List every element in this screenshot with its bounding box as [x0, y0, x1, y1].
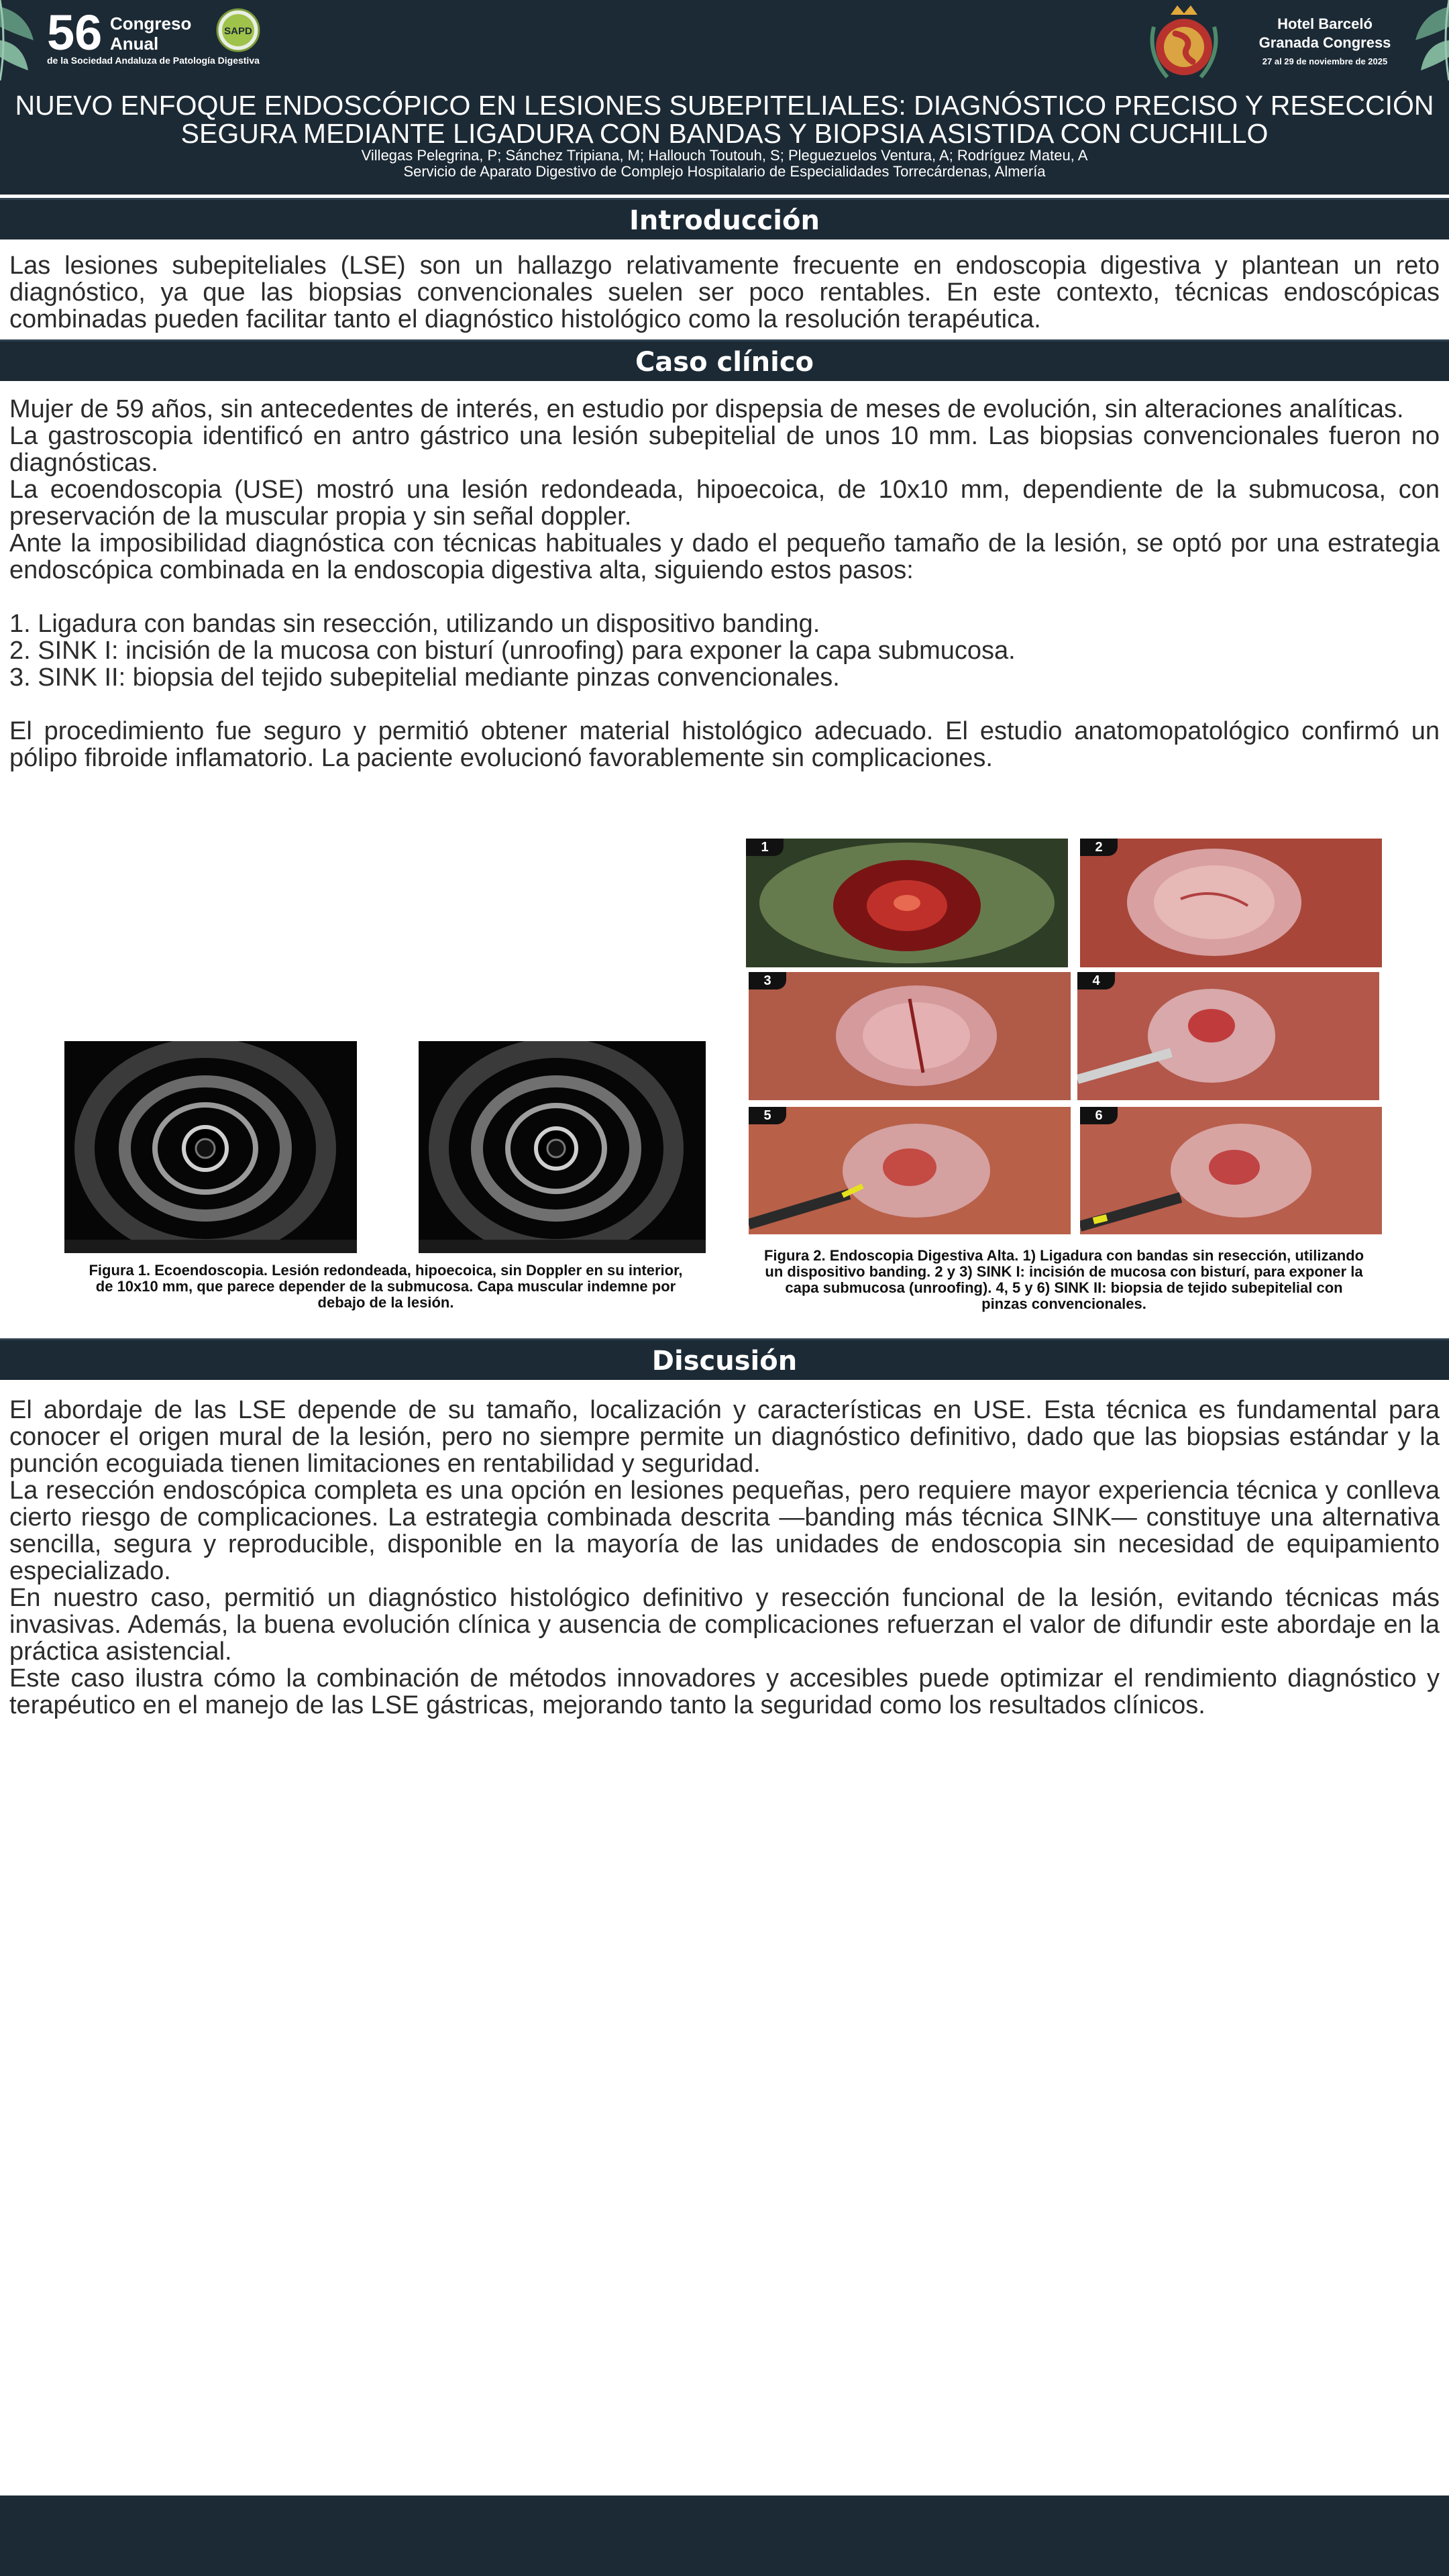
venue-hotel: Hotel Barceló — [1277, 15, 1373, 32]
panel-number-5: 5 — [749, 1107, 786, 1124]
congress-word-annual: Anual — [110, 34, 159, 54]
poster-title-line-1: NUEVO ENFOQUE ENDOSCÓPICO EN LESIONES SUBEPITELIALES: DIAGNÓSTICO PRECISO Y RESECCIÓN — [15, 90, 1434, 121]
discusion-text — [9, 1397, 1440, 1719]
caso-paragraph-1: Mujer de 59 años, sin antecedentes de interés, en estudio por dispepsia de meses de evolución, sin alteraciones analíticas. — [9, 395, 1404, 423]
pomegranate-emblem-icon — [1140, 0, 1228, 84]
eus-image-1 — [64, 1041, 357, 1253]
endoscopy-panel-5 — [749, 1107, 1071, 1234]
congress-subtitle: de la Sociedad Andaluza de Patología Digestiva — [47, 55, 260, 66]
discusion-paragraph-3: En nuestro caso, permitió un diagnóstico histológico definitivo y resección funcional de la lesión, evitando técnicas más invasivas. Además, la buena evolución clínica y ausencia de complicaciones refuerzan el valor de difundir este abordaje en la práctica asistencial. — [9, 1584, 1440, 1666]
endoscopy-panel-3 — [749, 972, 1071, 1100]
leaf-decoration-left-icon — [0, 0, 47, 80]
poster-title-line-2: SEGURA MEDIANTE LIGADURA CON BANDAS Y BIOPSIA ASISTIDA CON CUCHILLO — [180, 118, 1269, 149]
figure-1-caption: Figura 1. Ecoendoscopia. Lesión redondeada, hipoecoica, sin Doppler en su interior, de 10x10 mm, que parece depender de la submucosa. Capa muscular indemne por debajo de la lesión. — [89, 1262, 683, 1311]
figure-2-caption: Figura 2. Endoscopia Digestiva Alta. 1) Ligadura con bandas sin resección, utilizando un dispositivo banding. 2 y 3) SINK I: incisión de mucosa con bisturí, para exponer la capa submucosa (unroofing). 4, 5 y 6) SINK II: biopsia de tejido subepitelial con pinzas convencionales. — [763, 1247, 1364, 1312]
caso-step-3: 3. SINK II: biopsia del tejido subepitelial mediante pinzas convencionales. — [9, 663, 840, 692]
eus-image-2 — [419, 1041, 706, 1253]
caso-paragraph-5: El procedimiento fue seguro y permitió obtener material histológico adecuado. El estudio anatomopatológico confirmó un pólipo fibroide inflamatorio. La paciente evolucionó favorablemente sin complicaciones. — [9, 717, 1440, 772]
introduccion-text — [9, 252, 1440, 333]
endoscopy-panel-4 — [1077, 972, 1379, 1100]
caso-step-1: 1. Ligadura con bandas sin resección, utilizando un dispositivo banding. — [9, 610, 820, 638]
caso-paragraph-4: Ante la imposibilidad diagnóstica con técnicas habituales y dado el pequeño tamaño de la lesión, se optó por una estrategia endoscópica combinada en la endoscopia digestiva alta, siguiendo estos pasos: — [9, 529, 1440, 584]
panel-number-2: 2 — [1080, 839, 1118, 856]
section-heading-introduccion: Introducción — [0, 198, 1449, 239]
congress-number: 56 — [47, 5, 103, 60]
endoscopy-panel-6 — [1080, 1107, 1382, 1234]
section-heading-discusion: Discusión — [0, 1338, 1449, 1380]
poster-footer — [0, 2496, 1449, 2576]
panel-number-3: 3 — [749, 972, 786, 989]
discusion-paragraph-1: El abordaje de las LSE depende de su tamaño, localización y características en USE. Esta técnica es fundamental para conocer el origen mural de la lesión, pero no siempre permite un diagnóstico definitivo, dado que las biopsias estándar y la punción ecoguiada tienen limitaciones en rentabilidad y seguridad. — [9, 1396, 1440, 1478]
venue-dates: 27 al 29 de noviembre de 2025 — [1262, 56, 1388, 66]
congress-word: Congreso — [110, 13, 192, 34]
caso-clinico-text — [9, 396, 1440, 771]
sapd-logo-icon — [216, 8, 260, 52]
poster-title — [0, 91, 1449, 148]
caso-paragraph-3: La ecoendoscopia (USE) mostró una lesión redondeada, hipoecoica, de 10x10 mm, dependiente de la submucosa, con preservación de la muscular propia y sin señal doppler. — [9, 476, 1440, 531]
venue-info — [1248, 15, 1402, 66]
discusion-paragraph-2: La resección endoscópica completa es una opción en lesiones pequeñas, pero requiere mayor experiencia técnica y conlleva cierto riesgo de complicaciones. La estrategia combinada descrita —banding más técnica SINK— constituye una alternativa sencilla, segura y reproducible, disponible en la mayoría de las unidades de endoscopia sin necesidad de equipamiento especializado. — [9, 1477, 1440, 1585]
panel-number-6: 6 — [1080, 1107, 1118, 1124]
discusion-paragraph-4: Este caso ilustra cómo la combinación de métodos innovadores y accesibles puede optimizar el rendimiento diagnóstico y terapéutico en el manejo de las LSE gástricas, mejorando tanto la seguridad como los resultados clínicos. — [9, 1664, 1440, 1719]
caso-paragraph-2: La gastroscopia identificó en antro gástrico una lesión subepitelial de unos 10 mm. Las biopsias convencionales fueron no diagnósticas. — [9, 422, 1440, 477]
venue-place: Granada Congress — [1258, 34, 1391, 51]
panel-number-1: 1 — [746, 839, 784, 856]
endoscopy-panel-1 — [746, 839, 1068, 967]
leaf-decoration-right-icon — [1402, 0, 1449, 80]
caso-step-2: 2. SINK I: incisión de la mucosa con bisturí (unroofing) para exponer la capa submucosa. — [9, 637, 1016, 665]
poster-header — [0, 0, 1449, 195]
section-heading-caso-clinico: Caso clínico — [0, 339, 1449, 381]
sapd-logo-text: SAPD — [224, 25, 252, 37]
introduccion-paragraph: Las lesiones subepiteliales (LSE) son un hallazgo relativamente frecuente en endoscopia digestiva y plantean un reto diagnóstico, ya que las biopsias convencionales suelen ser poco rentables. En este contexto, técnicas endoscópicas combinadas pueden facilitar tanto el diagnóstico histológico como la resolución terapéutica. — [9, 252, 1440, 333]
institution: Servicio de Aparato Digestivo de Complejo Hospitalario de Especialidades Torrecárdenas, Almería — [403, 163, 1046, 180]
endoscopy-panel-2 — [1080, 839, 1382, 967]
authors: Villegas Pelegrina, P; Sánchez Tripiana, M; Hallouch Toutouh, S; Pleguezuelos Ventura, A; Rodríguez Mateu, A — [361, 147, 1088, 164]
panel-number-4: 4 — [1077, 972, 1115, 989]
